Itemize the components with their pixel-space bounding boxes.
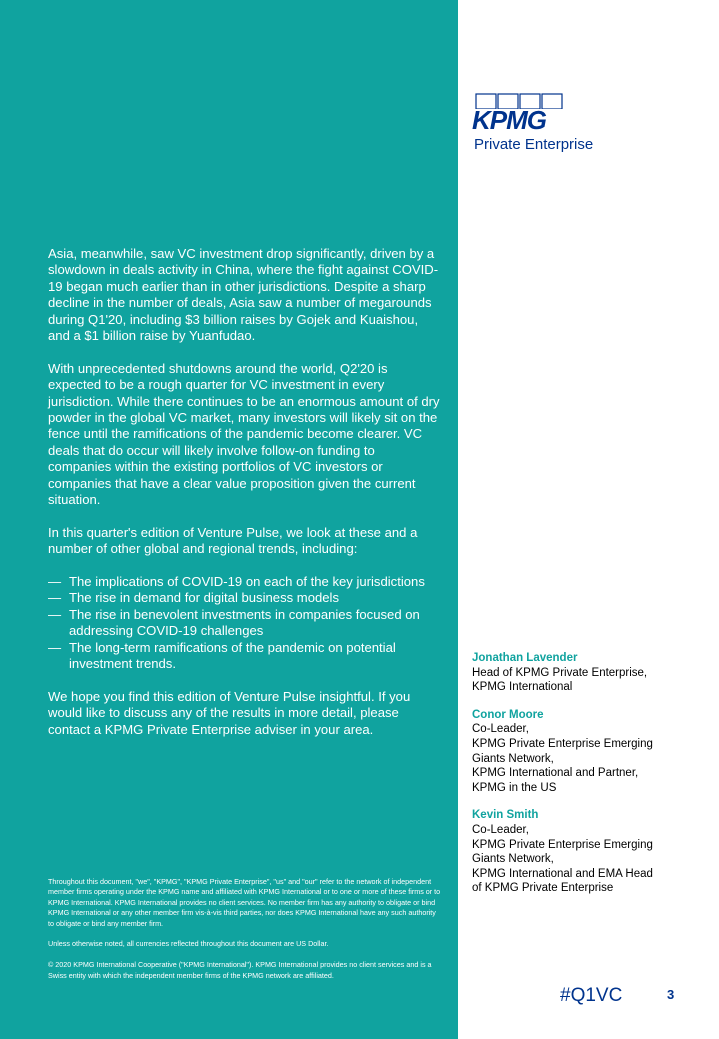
disclaimer-currency: Unless otherwise noted, all currencies reflected throughout this document are US Dollar.: [48, 939, 329, 949]
contact-conor-moore: [472, 708, 712, 796]
dash-icon: —: [48, 606, 62, 622]
contact-name: Kevin Smith: [472, 809, 539, 822]
disclaimer-network: Throughout this document, "we", "KPMG", "KPMG Private Enterprise", "us" and "our" refer to the network of independent member firms operating under the KPMG name and affiliated with KPMG International or to one or more of these firms or to KPMG International. KPMG International provides no client services. No member firm has any authority to obligate or bind KPMG International or any other member firm vis-à-vis third parties, nor does KPMG International have any such authority to obligate or bind any member firm.: [48, 877, 441, 928]
dash-icon: —: [48, 639, 62, 655]
body-text: [48, 246, 440, 755]
list-item: [48, 574, 440, 590]
contact-role-line: Giants Network,: [472, 752, 554, 765]
paragraph-asia: Asia, meanwhile, saw VC investment drop significantly, driven by a slowdown in deals activity in China, where the fight against COVID-19 began much earlier than in other jurisdictions. Despite a sharp decline in the number of deals, Asia saw a number of megarounds during Q1'20, including $3 billion raises by Gojek and Kuaishou, and a $1 billion raise by Yuanfudao.: [48, 246, 439, 344]
contact-name: Conor Moore: [472, 708, 544, 721]
contact-role-line: KPMG Private Enterprise Emerging: [472, 737, 653, 750]
list-item-text: The rise in benevolent investments in companies focused on addressing COVID-19 challenges: [69, 606, 420, 639]
list-item: [48, 640, 440, 673]
contact-role-line: Giants Network,: [472, 853, 554, 866]
contact-role-line: Co-Leader,: [472, 823, 529, 836]
paragraph-closing: We hope you find this edition of Venture Pulse insightful. If you would like to discuss any of the results in more detail, please contact a KPMG Private Enterprise adviser in your area.: [48, 688, 411, 737]
contacts: [472, 651, 712, 909]
logo-subtitle: Private Enterprise: [474, 136, 594, 153]
contact-role-line: KPMG in the US: [472, 781, 557, 794]
contact-role-line: of KPMG Private Enterprise: [472, 882, 614, 895]
hashtag: #Q1VC: [560, 985, 623, 1006]
contact-role-line: KPMG International and EMA Head: [472, 867, 653, 880]
contact-role-line: Co-Leader,: [472, 723, 529, 736]
list-item-text: The rise in demand for digital business models: [69, 590, 340, 606]
page-number: 3: [667, 987, 675, 1002]
list-item-text: The long-term ramifications of the pandemic on potential investment trends.: [69, 639, 396, 672]
list-item: [48, 590, 440, 606]
list-item: [48, 607, 440, 640]
list-item-text: The implications of COVID-19 on each of the key jurisdictions: [69, 574, 425, 590]
kpmg-logo: [472, 93, 602, 158]
trend-list: [48, 574, 440, 672]
contact-jonathan-lavender: [472, 651, 712, 695]
dash-icon: —: [48, 590, 62, 606]
contact-role-line: Head of KPMG Private Enterprise,: [472, 666, 648, 679]
disclaimer-copyright: © 2020 KPMG International Cooperative ("KPMG International"). KPMG International provides no client services and is a Swiss entity with which the independent member firms of the KPMG network are affiliated.: [48, 960, 432, 980]
logo-wordmark: KPMG: [472, 105, 546, 135]
contact-kevin-smith: [472, 808, 712, 896]
dash-icon: —: [48, 574, 62, 590]
contact-name: Jonathan Lavender: [472, 652, 578, 664]
paragraph-edition: In this quarter's edition of Venture Pulse, we look at these and a number of other global and regional trends, including:: [48, 524, 418, 557]
contact-role-line: KPMG International and Partner,: [472, 767, 639, 780]
paragraph-outlook: With unprecedented shutdowns around the world, Q2'20 is expected to be a rough quarter for VC investment in every jurisdiction. While there continues to be an enormous amount of dry powder in the global VC market, many investors will likely sit on the fence until the ramifications of the pandemic become clearer. VC deals that do occur will likely involve follow-on funding to companies within the existing portfolios of VC investors or companies that have a clear value proposition given the current situation.: [48, 360, 440, 508]
contact-role-line: KPMG Private Enterprise Emerging: [472, 838, 653, 851]
contact-role-line: KPMG International: [472, 681, 573, 694]
disclaimer: [48, 877, 443, 991]
